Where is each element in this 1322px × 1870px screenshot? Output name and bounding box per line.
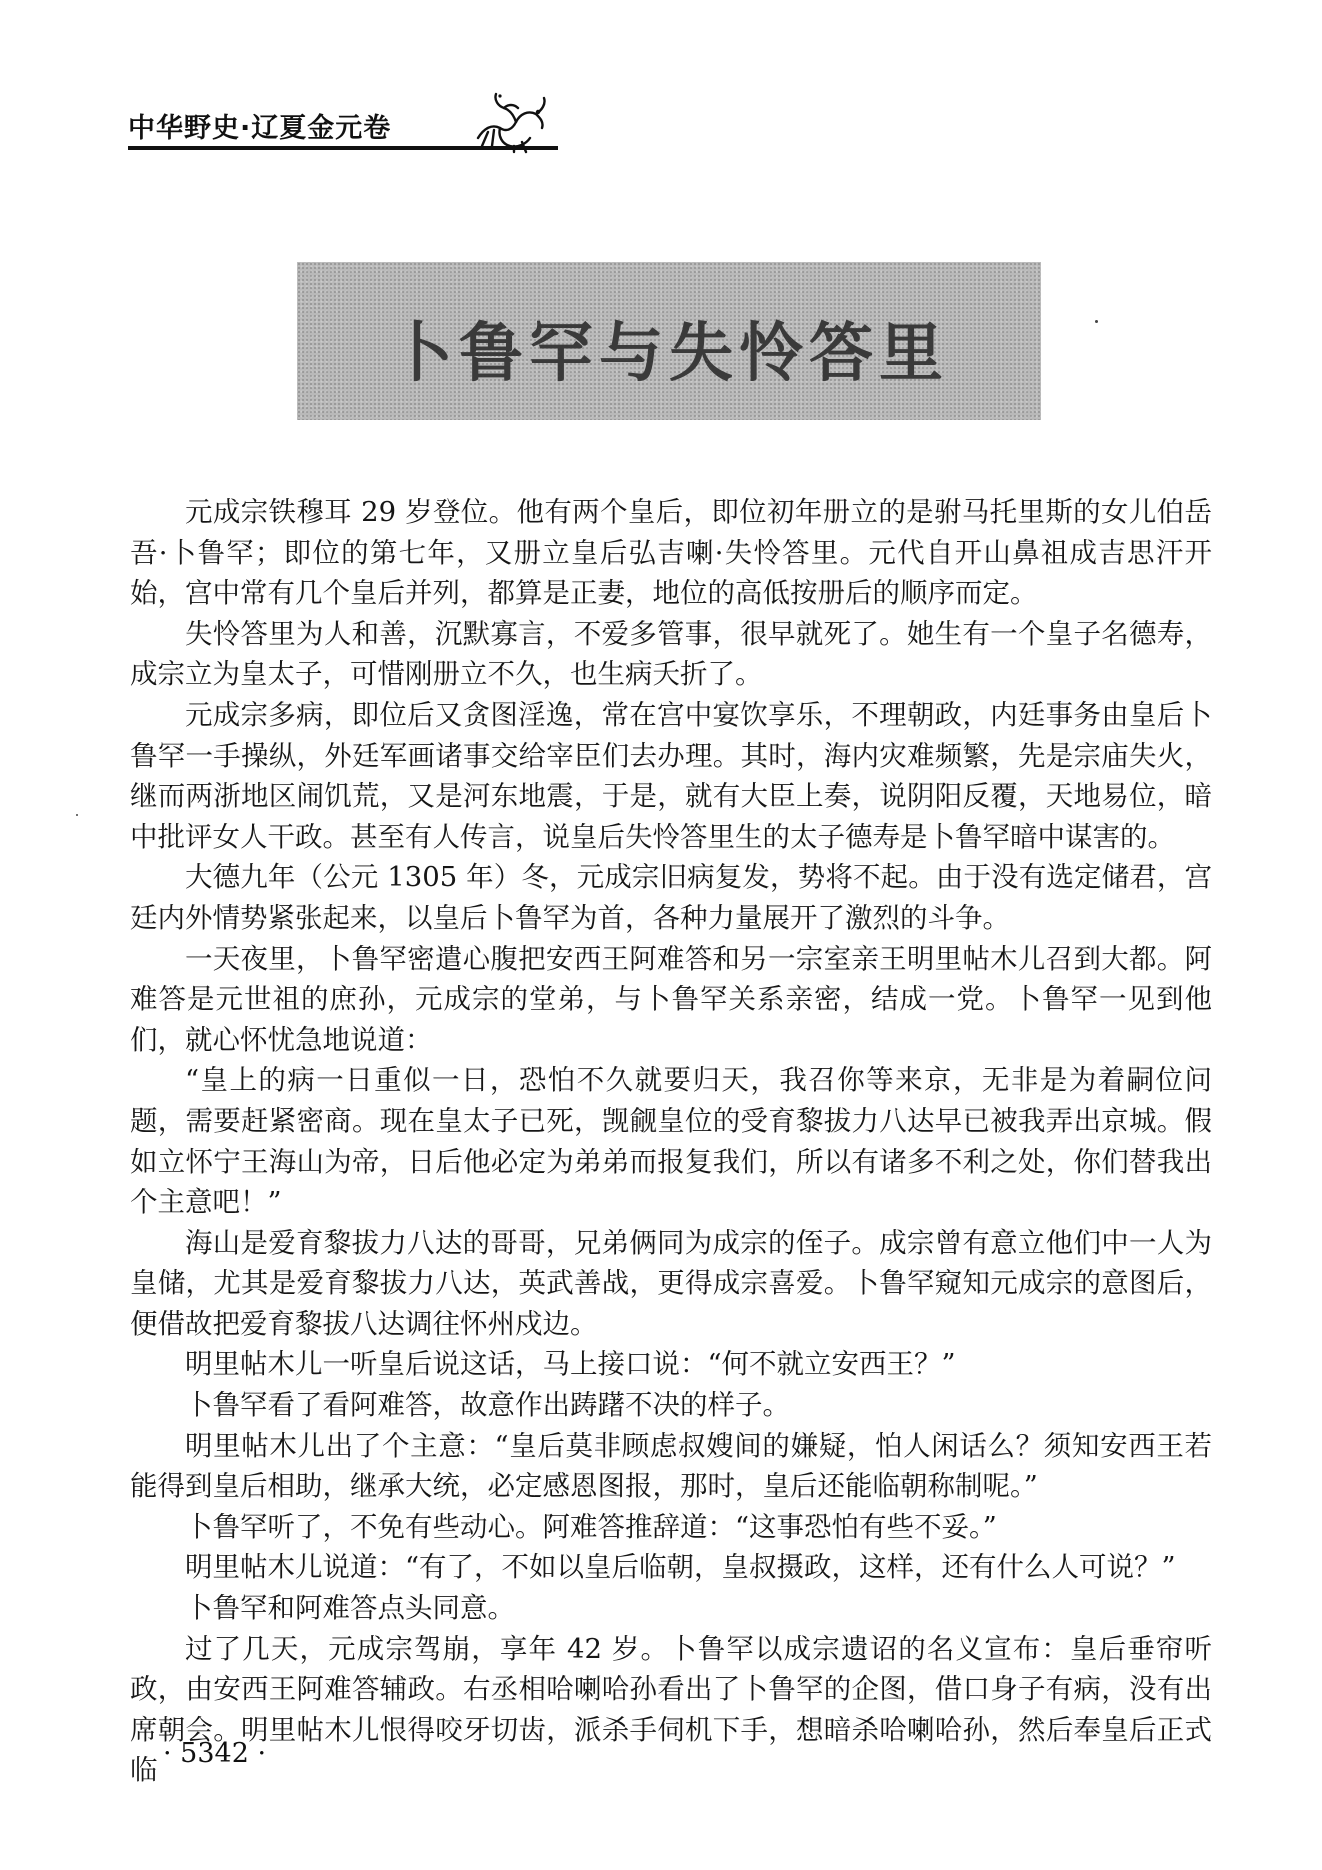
- scan-speck: [76, 814, 78, 816]
- page-number: · 5342 ·: [163, 1738, 267, 1769]
- paragraph: 明里帖木儿说道：“有了，不如以皇后临朝，皇叔摄政，这样，还有什么人可说？”: [185, 1551, 1176, 1584]
- paragraph-quote: “皇上的病一日重似一日，恐怕不久就要归天，我召你等来京，无非是为着嗣位问题，需要赶紧密商。现在皇太子已死，觊觎皇位的受育黎拔力八达早已被我弄出京城。假如立怀宁王海山为帝，日后他必定为弟弟而报复我们，所以有诸多不利之处，你们替我出个主意吧！”: [130, 1064, 1212, 1219]
- scan-speck: [1095, 320, 1098, 323]
- paragraph: 元成宗铁穆耳 29 岁登位。他有两个皇后，即位初年册立的是驸马托里斯的女儿伯岳吾·卜鲁罕；即位的第七年，又册立皇后弘吉喇·失怜答里。元代自开山鼻祖成吉思汗开始，宫中常有几个皇后并列，都算是正妻，地位的高低按册后的顺序而定。: [130, 496, 1212, 610]
- paragraph: 过了几天，元成宗驾崩，享年 42 岁。卜鲁罕以成宗遗诏的名义宣布：皇后垂帘听政，由安西王阿难答辅政。右丞相哈喇哈孙看出了卜鲁罕的企图，借口身子有病，没有出席朝会。明里帖木儿恨得咬牙切齿，派杀手伺机下手，想暗杀哈喇哈孙，然后奉皇后正式临: [130, 1632, 1212, 1787]
- chapter-title: 卜鲁罕与失怜答里: [389, 317, 949, 391]
- article-body: [130, 492, 1212, 1791]
- paragraph: 元成宗多病，即位后又贪图淫逸，常在宫中宴饮享乐，不理朝政，内廷事务由皇后卜鲁罕一手操纵，外廷军画诸事交给宰臣们去办理。其时，海内灾难频繁，先是宗庙失火，继而两浙地区闹饥荒，又是河东地震，于是，就有大臣上奏，说阴阳反覆，天地易位，暗中批评女人干政。甚至有人传言，说皇后失怜答里生的太子德寿是卜鲁罕暗中谋害的。: [130, 698, 1212, 853]
- paragraph: 失怜答里为人和善，沉默寡言，不爱多管事，很早就死了。她生有一个皇子名德寿，成宗立为皇太子，可惜刚册立不久，也生病夭折了。: [130, 617, 1212, 691]
- book-title: 中华野史·辽夏金元卷: [128, 113, 392, 144]
- paragraph: 海山是爱育黎拔力八达的哥哥，兄弟俩同为成宗的侄子。成宗曾有意立他们中一人为皇储，尤其是爱育黎拔力八达，英武善战，更得成宗喜爱。卜鲁罕窥知元成宗的意图后，便借故把爱育黎拔八达调往怀州戍边。: [130, 1226, 1212, 1340]
- dragon-emblem-icon: [470, 88, 550, 154]
- paragraph: 卜鲁罕听了，不免有些动心。阿难答推辞道：“这事恐怕有些不妥。”: [185, 1510, 997, 1543]
- paragraph: 大德九年（公元 1305 年）冬，元成宗旧病复发，势将不起。由于没有选定储君，宫廷内外情势紧张起来，以皇后卜鲁罕为首，各种力量展开了激烈的斗争。: [130, 861, 1212, 934]
- paragraph: 明里帖木儿一听皇后说这话，马上接口说：“何不就立安西王？”: [185, 1348, 956, 1381]
- paragraph: 一天夜里，卜鲁罕密遣心腹把安西王阿难答和另一宗室亲王明里帖木儿召到大都。阿难答是元世祖的庶孙，元成宗的堂弟，与卜鲁罕关系亲密，结成一党。卜鲁罕一见到他们，就心怀忧急地说道：: [130, 942, 1212, 1056]
- paragraph: 明里帖木儿出了个主意：“皇后莫非顾虑叔嫂间的嫌疑，怕人闲话么？须知安西王若能得到皇后相助，继承大统，必定感恩图报，那时，皇后还能临朝称制呢。”: [130, 1429, 1212, 1503]
- paragraph: 卜鲁罕看了看阿难答，故意作出踌躇不决的样子。: [185, 1389, 790, 1422]
- paragraph: 卜鲁罕和阿难答点头同意。: [185, 1592, 515, 1625]
- chapter-title-banner: [297, 262, 1041, 420]
